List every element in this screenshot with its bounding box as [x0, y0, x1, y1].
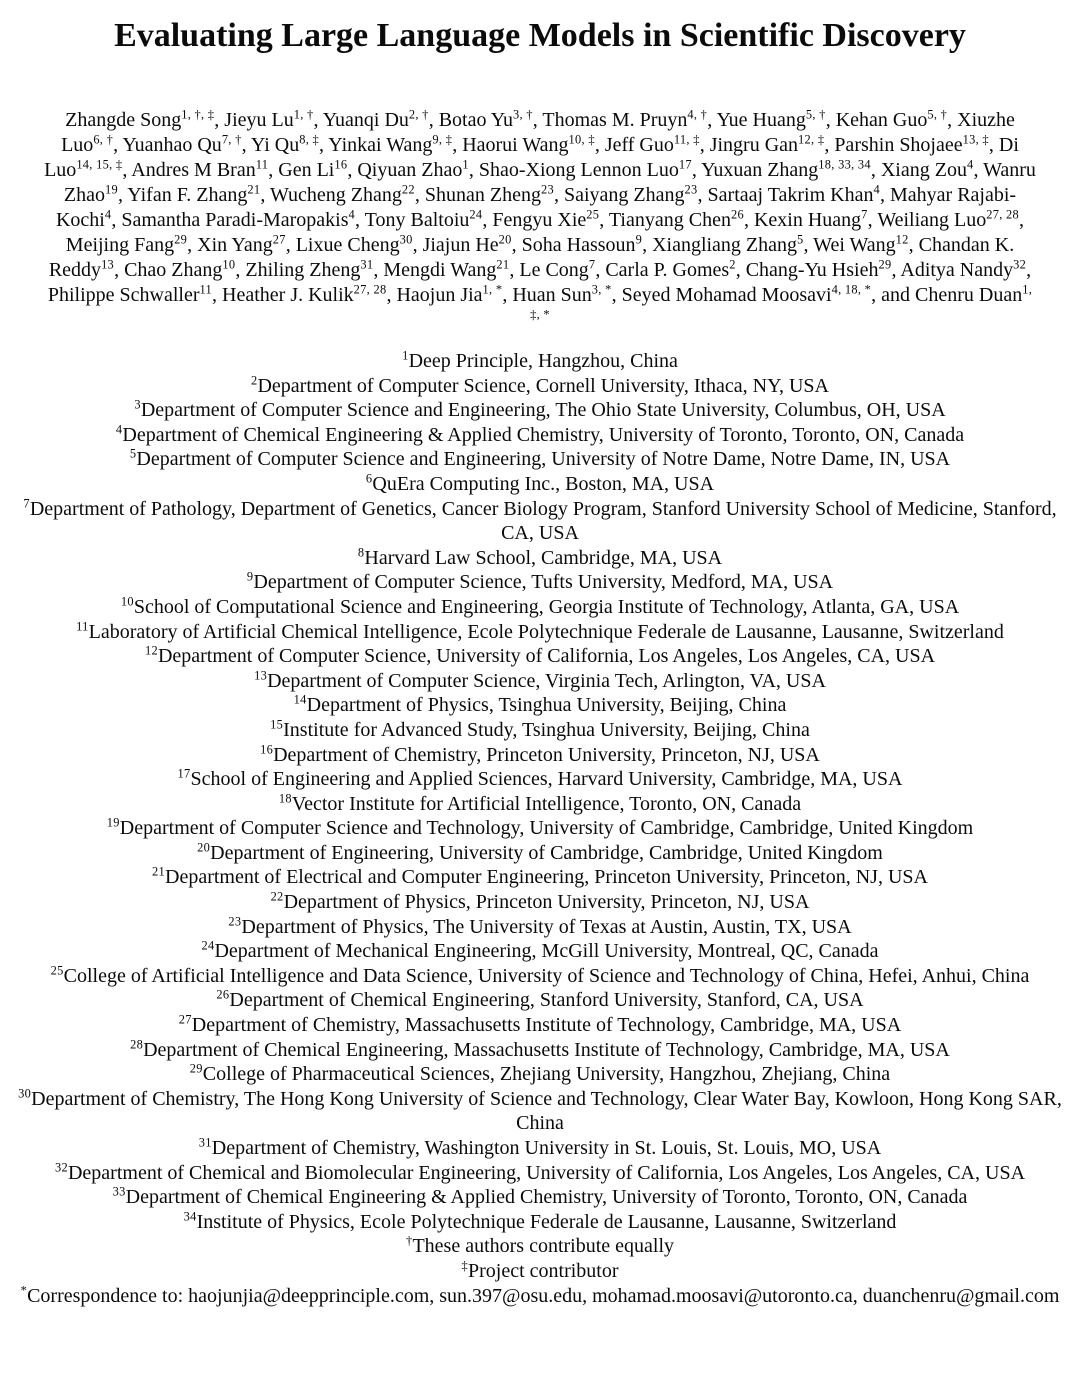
author-superscript: 29 — [174, 232, 188, 247]
affiliation-line: $^{18}$Vector Institute for Artificial Intelligence, Toronto, ON, Canada — [278, 791, 802, 815]
affiliation-line-marker: 31 — [198, 1135, 212, 1150]
author-name: Shao-Xiong Lennon Luo$^{17}$ — [478, 157, 692, 181]
author-superscript: 27, 28 — [986, 207, 1020, 222]
affiliation-line: $^2$Department of Computer Science, Cornell University, Ithaca, NY, USA — [250, 372, 830, 397]
affiliation-line-marker: 32 — [54, 1159, 68, 1174]
affiliation-line-marker: 27 — [178, 1012, 192, 1027]
author-list: Zhangde Song$^{1, \dagger, \ddagger}$, Jieyu $Lu^{1, \dagger}$, Yuanqi $Du^{2, \dagger}$, Botao $Yu^{3, \dagger}$, Thomas M. Pruyn$^{4, \dagger}$, Yue Huang$^{5, \dagger}$, Kehan Guo$^{5, \dagger}$, Xiuzhe Luo$^{6, \dagger}$, Yuanhao $Qu^{7, \dagger}$, Yi $Qu^{8, \ddagger}$, Yinkai Wang$^{9, \ddagger}$, Haorui Wang$^{10, \ddagger}$, Jeff Guo$^{11, \ddagger}$, Jingru Gan$^{12, \ddagger}$, Parshin Shojaee$^{13, \ddagger}$, Di Luo$^{14, 15, \ddagger}$, Andres M Bran$^{11}$, Gen Li$^{16}$, Qiyuan Zhao$^1$, Shao-Xiong Lennon Luo$^{17}$, Yuxuan Zhang$^{18, 33, 34}$, Xiang Zou$^4$, Wanru Zhao$^{19}$, Yifan F. Zhang$^{21}$, Wucheng Zhang$^{22}$, Shunan Zheng$^{23}$, Saiyang Zhang$^{23}$, Sartaaj Takrim Khan$^4$, Mahyar Rajabi-Kochi$^4$, Samantha Paradi-Maropakis$^4$, Tony Baltoiu$^{24}$, Fengyu Xie$^{25}$, Tianyang Chen$^{26}$, Kexin Huang$^7$, Weiliang Luo$^{27, 28}$, Meijing Fang$^{29}$, Xin Yang$^{27}$, Lixue Cheng$^{30}$, Jiajun He$^{20}$, Soha Hassoun$^9$, Xiangliang Zhang$^5$, Wei Wang$^{12}$, Chandan K. Reddy$^{13}$, Chao Zhang$^{10}$, Zhiling Zheng$^{31}$, Mengdi Wang$^{21}$, Le Cong$^7$, Carla P. Gomes$^2$, Chang-Yu Hsieh$^{29}$, Aditya Nandy$^{32}$, Philippe Schwaller$^{11}$, Heather J. Kulik$^{27, 28}$, Haojun Jia$^{1, *}$, Huan Sun$^{3, *}$, Seyed Mohamad Moosavi$^{4, 18, *}$, and Chenru Duan$^{1, \ddagger, *}$ — [44, 108, 1036, 333]
author-name: Le Cong$^7$ — [519, 257, 596, 281]
author-name: Chang-Yu Hsieh$^{29}$ — [745, 257, 892, 281]
author-superscript: 3, † — [512, 107, 533, 122]
author-name: Di Luo$^{14, 15, \ddagger}$ — [44, 134, 1019, 181]
author-superscript: 24 — [469, 207, 483, 222]
author-superscript: 18, 33, 34 — [818, 157, 871, 172]
author-name: Yuxuan Zhang$^{18, 33, 34}$ — [701, 157, 871, 181]
author-superscript: 11 — [255, 157, 269, 172]
affiliation-line: $^{11}$Laboratory of Artificial Chemical Intelligence, Ecole Polytechnique Federale de Lausanne, Lausanne, Switzerland — [76, 618, 1004, 643]
author-name: Jiajun He$^{20}$ — [422, 232, 512, 256]
author-superscript: 12 — [895, 232, 909, 247]
affiliation-line-marker: 10 — [120, 594, 134, 609]
affiliation-line: $^{12}$Department of Computer Science, University of California, Los Angeles, Los Angeles, CA, USA — [144, 643, 936, 668]
author-superscript: 6, † — [93, 132, 114, 147]
affiliation-line: $^3$Department of Computer Science and Engineering, The Ohio State University, Columbus, OH, USA — [134, 397, 946, 422]
affiliation-line: $^{31}$Department of Chemistry, Washington University in St. Louis, St. Louis, MO, USA — [198, 1135, 882, 1159]
author-superscript: 21 — [496, 257, 510, 272]
author-superscript: 12, ‡ — [798, 132, 825, 147]
affiliation-line-marker: 29 — [189, 1061, 203, 1076]
affiliation-line-marker: 5 — [129, 446, 137, 461]
author-name: Chandan K. Reddy$^{13}$ — [48, 234, 1015, 281]
author-name: Aditya Nandy$^{32}$ — [900, 257, 1027, 281]
author-superscript: 5 — [797, 232, 804, 247]
author-name: Fengyu Xie$^{25}$ — [492, 207, 600, 231]
author-superscript: 9 — [635, 232, 643, 247]
author-name: Yue Huang$^{5, \dagger}$ — [716, 107, 826, 131]
affiliation-line-marker: 3 — [134, 397, 141, 412]
affiliation-line-marker: 17 — [177, 766, 191, 781]
author-superscript: 1, †, ‡ — [181, 107, 215, 122]
affiliation-line: $^{14}$Department of Physics, Tsinghua University, Beijing, China — [293, 692, 787, 717]
author-superscript: 32 — [1013, 257, 1027, 272]
affiliation-line-marker: 28 — [130, 1036, 144, 1051]
affiliation-line-marker: 23 — [228, 914, 242, 928]
affiliation-line: $^{32}$Department of Chemical and Biomolecular Engineering, University of California, Los Angeles, Los Angeles, CA, USA — [54, 1159, 1026, 1184]
affiliation-line-marker: 21 — [152, 864, 166, 879]
author-name: Yi $Qu^{8, \ddagger}$ — [250, 132, 320, 156]
author-superscript: 7, † — [221, 132, 242, 147]
affiliation-line: $^6$QuEra Computing Inc., Boston, MA, USA — [365, 471, 715, 495]
author-name: Kexin Huang$^7$ — [753, 207, 868, 231]
author-name: Kehan Guo$^{5, \dagger}$ — [835, 107, 948, 131]
author-name: Wucheng Zhang$^{22}$ — [269, 182, 415, 206]
author-superscript: 26 — [730, 207, 744, 222]
author-name: Wei Wang$^{12}$ — [813, 232, 909, 256]
affiliation-line: $^{33}$Department of Chemical Engineering & Applied Chemistry, University of Toronto, Toronto, ON, Canada — [112, 1184, 968, 1209]
affiliation-line: $^{27}$Department of Chemistry, Massachusetts Institute of Technology, Cambridge, MA, USA — [178, 1012, 902, 1037]
affiliation-line: $^{23}$Department of Physics, The University of Texas at Austin, Austin, TX, USA — [228, 914, 852, 938]
author-name: Mengdi Wang$^{21}$ — [383, 257, 510, 281]
author-superscript: 2 — [729, 257, 736, 272]
author-superscript: 5, † — [927, 107, 948, 122]
author-name: Jingru Gan$^{12, \ddagger}$ — [709, 132, 825, 156]
footnote-line-marker: * — [20, 1282, 28, 1297]
author-name: Parshin Shojaee$^{13, \ddagger}$ — [834, 132, 989, 156]
author-name: Yuanqi $Du^{2, \dagger}$ — [322, 107, 429, 131]
author-name: Jeff Guo$^{11, \ddagger}$ — [604, 132, 700, 156]
author-name: Soha Hassoun$^9$ — [521, 232, 643, 256]
author-name: Chao Zhang$^{10}$ — [124, 257, 236, 281]
affiliation-line: $^{25}$College of Artificial Intelligence and Data Science, University of Science and Technology of China, Hefei, Anhui, China — [50, 963, 1030, 987]
author-name: Heather J. Kulik$^{27, 28}$ — [222, 282, 387, 306]
footnote-line: ‡Project contributor — [461, 1258, 619, 1282]
author-superscript: 11, ‡ — [673, 132, 700, 147]
affiliation-line-marker: 6 — [365, 471, 373, 486]
author-name: Qiyuan Zhao$^1$ — [357, 157, 469, 181]
author-superscript: 1, † — [293, 107, 314, 122]
author-name: Xiuzhe Luo$^{6, \dagger}$ — [61, 109, 1015, 156]
affiliation-line-marker: 11 — [76, 618, 89, 633]
author-superscript: 9, ‡ — [432, 132, 453, 147]
author-name: Yinkai Wang$^{9, \ddagger}$ — [328, 132, 453, 156]
author-name: Weiliang Luo$^{27, 28}$ — [877, 207, 1020, 231]
footnote-line: *Correspondence to: haojunjia@deepprinciple.com, sun.397@osu.edu, mohamad.moosavi@utoronto.ca, duanchenru@gmail.com — [20, 1282, 1060, 1307]
author-superscript: 5, † — [805, 107, 826, 122]
author-name: Wanru Zhao$^{19}$ — [63, 159, 1036, 206]
affiliation-line: $^8$Harvard Law School, Cambridge, MA, USA — [357, 545, 723, 569]
author-name: Carla P. Gomes$^2$ — [605, 257, 736, 281]
author-name: Philippe Schwaller$^{11}$ — [47, 282, 213, 306]
author-superscript: 2, † — [408, 107, 429, 122]
affiliation-line-marker: 9 — [246, 569, 254, 584]
author-name: Andres M Bran$^{11}$ — [131, 157, 269, 181]
author-superscript: 4 — [873, 182, 880, 197]
author-superscript: 25 — [586, 207, 600, 222]
author-superscript: 20 — [498, 232, 512, 247]
affiliation-line: $^{20}$Department of Engineering, University of Cambridge, Cambridge, United Kingdom — [197, 840, 883, 864]
affiliation-line-marker: 33 — [112, 1184, 126, 1199]
author-name: Samantha Paradi-Maropakis$^4$ — [121, 207, 356, 231]
author-name: Yifan F. Zhang$^{21}$ — [127, 182, 261, 206]
affiliation-line-marker: 19 — [106, 815, 120, 830]
author-name: Zhiling Zheng$^{31}$ — [245, 257, 374, 281]
footnote-line-marker: † — [405, 1233, 413, 1248]
author-superscript: 3, * — [591, 282, 612, 297]
author-name: Haojun Jia$^{1, *}$ — [396, 282, 503, 306]
affiliation-line: $^{26}$Department of Chemical Engineering, Stanford University, Stanford, CA, USA — [216, 987, 864, 1012]
author-superscript: 10 — [222, 257, 236, 272]
affiliation-line: $^{22}$Department of Physics, Princeton University, Princeton, NJ, USA — [270, 889, 810, 914]
affiliation-line: $^{16}$Department of Chemistry, Princeton University, Princeton, NJ, USA — [260, 741, 820, 766]
affiliation-line-marker: 20 — [197, 840, 211, 855]
author-superscript: 1 — [462, 157, 469, 172]
affiliation-line-marker: 8 — [357, 545, 365, 560]
author-superscript: 4 — [966, 157, 974, 172]
author-superscript: 7 — [588, 257, 596, 272]
author-superscript: 22 — [401, 182, 415, 197]
author-superscript: 4 — [104, 207, 112, 222]
author-name: Jieyu $Lu^{1, \dagger}$ — [224, 107, 314, 131]
author-name: Tony Baltoiu$^{24}$ — [364, 207, 483, 231]
author-superscript: 23 — [684, 182, 698, 197]
author-name: Meijing Fang$^{29}$ — [65, 232, 188, 256]
affiliation-line-marker: 2 — [250, 372, 258, 387]
author-superscript: 4, 18, * — [831, 282, 872, 297]
author-name: Yuanhao $Qu^{7, \dagger}$ — [122, 132, 242, 156]
affiliation-line-marker: 22 — [270, 889, 284, 904]
affiliation-line-marker: 1 — [402, 348, 409, 363]
author-name: Thomas M. Pruyn$^{4, \dagger}$ — [542, 107, 708, 131]
author-superscript: 30 — [399, 232, 413, 247]
affiliation-line: $^1$Deep Principle, Hangzhou, China — [402, 348, 678, 372]
author-name: and Chenru Duan$^{1, \ddagger, *}$ — [530, 282, 1033, 322]
affiliation-line: $^{15}$Institute for Advanced Study, Tsinghua University, Beijing, China — [270, 717, 810, 741]
author-superscript: 4 — [348, 207, 356, 222]
paper-title: Evaluating Large Language Models in Scientific Discovery — [114, 17, 966, 54]
affiliation-line: $^{28}$Department of Chemical Engineering, Massachusetts Institute of Technology, Cambridge, MA, USA — [130, 1036, 950, 1061]
notes-list — [12, 1234, 1068, 1308]
affiliation-line-marker: 16 — [260, 741, 274, 756]
author-name: Sartaaj Takrim Khan$^4$ — [707, 182, 880, 206]
footnote-line-marker: ‡ — [461, 1258, 468, 1273]
affiliation-line-marker: 26 — [216, 987, 230, 1002]
author-superscript: 31 — [360, 257, 374, 272]
author-name: Seyed Mohamad Moosavi$^{4, 18, *}$ — [621, 282, 872, 306]
author-superscript: 19 — [105, 182, 118, 197]
affiliation-line-marker: 15 — [270, 717, 284, 732]
author-name: Gen Li$^{16}$ — [278, 157, 348, 181]
author-superscript: 7 — [861, 207, 868, 222]
affiliation-list — [18, 349, 1062, 1234]
affiliation-line: $^{29}$College of Pharmaceutical Sciences, Zhejiang University, Hangzhou, Zhejiang, China — [189, 1061, 891, 1086]
affiliation-line: $^{30}$Department of Chemistry, The Hong Kong University of Science and Technology, Clear Water Bay, Kowloon, Hong Kong SAR, China — [18, 1086, 1062, 1135]
author-name: Saiyang Zhang$^{23}$ — [564, 182, 698, 206]
affiliation-line: $^{21}$Department of Electrical and Computer Engineering, Princeton University, Princeton, NJ, USA — [152, 864, 928, 889]
author-superscript: 1, * — [482, 282, 503, 297]
author-name: Tianyang Chen$^{26}$ — [608, 207, 744, 231]
author-superscript: 8, ‡ — [299, 132, 320, 147]
affiliation-line: $^7$Department of Pathology, Department of Genetics, Cancer Biology Program, Stanford University School of Medicine, Stanford, CA, USA — [23, 495, 1057, 545]
affiliation-line-marker: 30 — [18, 1086, 32, 1101]
author-superscript: 23 — [541, 182, 554, 197]
author-superscript: 21 — [247, 182, 261, 197]
author-superscript: 17 — [678, 157, 692, 172]
author-superscript: 13, ‡ — [962, 132, 989, 147]
affiliation-line: $^{19}$Department of Computer Science and Technology, University of Cambridge, Cambridge, United Kingdom — [106, 815, 974, 840]
author-name: Huan Sun$^{3, *}$ — [512, 282, 612, 306]
affiliation-line-marker: 13 — [254, 668, 268, 683]
author-superscript: 1, ‡, * — [530, 282, 1033, 322]
affiliation-line-marker: 4 — [115, 422, 123, 437]
affiliation-line-marker: 12 — [144, 643, 158, 658]
author-superscript: 27 — [272, 232, 286, 247]
affiliation-line: $^4$Department of Chemical Engineering & Applied Chemistry, University of Toronto, Toronto, ON, Canada — [115, 422, 965, 446]
author-name: Zhangde Song$^{1, \dagger, \ddagger}$ — [65, 107, 215, 131]
author-name: Haorui Wang$^{10, \ddagger}$ — [462, 132, 595, 156]
affiliation-line-marker: 7 — [23, 495, 30, 510]
affiliation-line-marker: 34 — [183, 1209, 197, 1224]
author-name: Shunan Zheng$^{23}$ — [424, 182, 554, 206]
affiliation-line-marker: 24 — [201, 938, 215, 953]
affiliation-line: $^{17}$School of Engineering and Applied Sciences, Harvard University, Cambridge, MA, USA — [177, 766, 903, 791]
author-superscript: 27, 28 — [353, 282, 387, 297]
affiliation-line-marker: 18 — [278, 791, 292, 806]
author-superscript: 13 — [101, 257, 115, 272]
affiliation-line: $^9$Department of Computer Science, Tufts University, Medford, MA, USA — [246, 569, 834, 594]
affiliation-line: $^{10}$School of Computational Science and Engineering, Georgia Institute of Technology, Atlanta, GA, USA — [120, 594, 960, 618]
author-superscript: 14, 15, ‡ — [76, 157, 123, 172]
author-superscript: 10, ‡ — [568, 132, 595, 147]
author-name: Xin Yang$^{27}$ — [197, 232, 286, 256]
author-name: Botao $Yu^{3, \dagger}$ — [438, 107, 533, 131]
author-name: Xiang Zou$^4$ — [880, 157, 974, 181]
affiliation-line: $^{24}$Department of Mechanical Engineering, McGill University, Montreal, QC, Canada — [201, 938, 879, 963]
affiliation-line-marker: 14 — [293, 692, 307, 707]
author-superscript: 29 — [878, 257, 892, 272]
footnote-line: †These authors contribute equally — [405, 1233, 675, 1258]
author-name: Xiangliang Zhang$^5$ — [652, 232, 804, 256]
author-superscript: 4, † — [687, 107, 708, 122]
affiliation-line-marker: 25 — [50, 963, 64, 978]
author-name: Lixue Cheng$^{30}$ — [295, 232, 413, 256]
author-superscript: 11 — [199, 282, 213, 297]
affiliation-line: $^5$Department of Computer Science and Engineering, University of Notre Dame, Notre Dame, IN, USA — [129, 446, 951, 471]
affiliation-line: $^{34}$Institute of Physics, Ecole Polytechnique Federale de Lausanne, Lausanne, Switzerland — [183, 1209, 897, 1233]
affiliation-line: $^{13}$Department of Computer Science, Virginia Tech, Arlington, VA, USA — [254, 668, 826, 692]
author-name: Mahyar Rajabi-Kochi$^4$ — [55, 184, 1017, 231]
author-superscript: 16 — [334, 157, 348, 172]
